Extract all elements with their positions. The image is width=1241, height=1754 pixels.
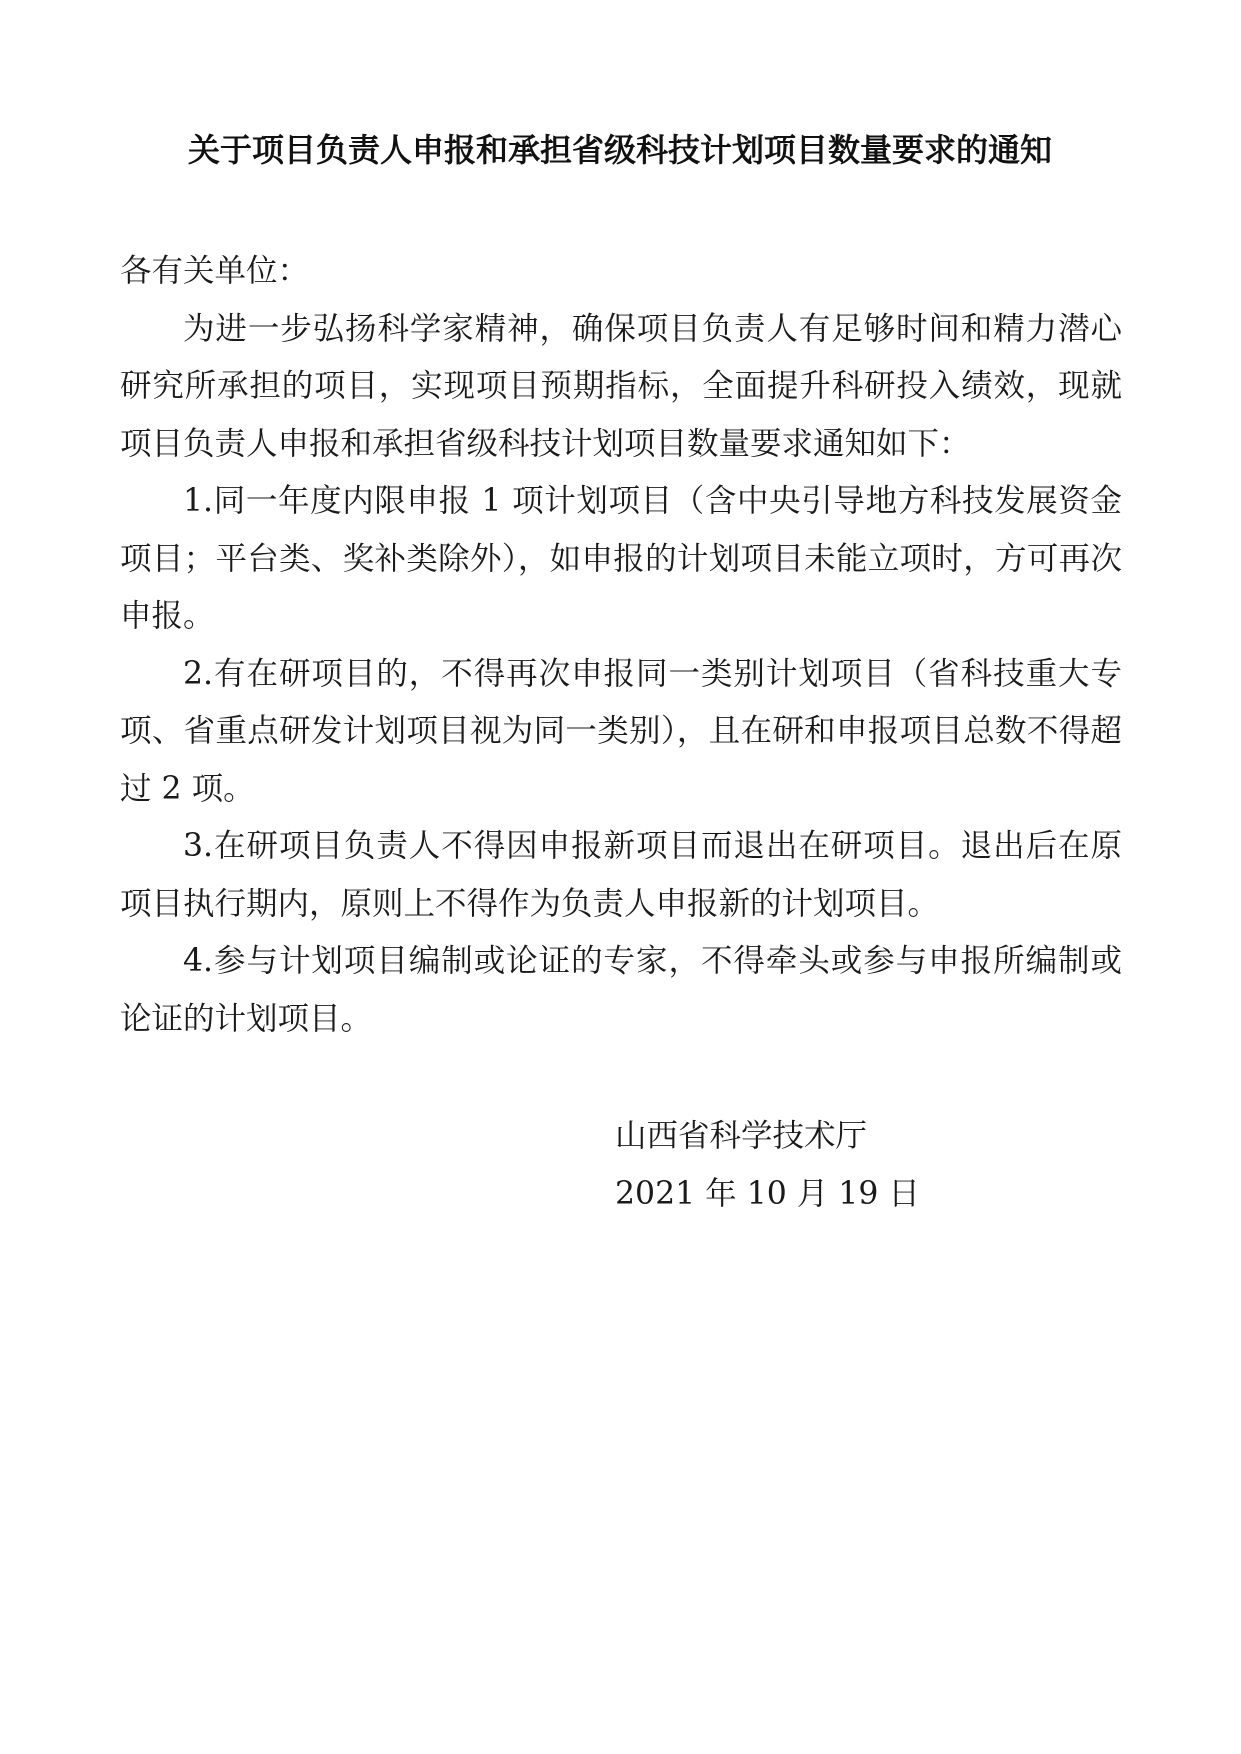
document-body xyxy=(120,243,1122,1048)
salutation: 各有关单位： xyxy=(120,253,310,289)
issuing-organization: 山西省科学技术厅 xyxy=(615,1118,868,1154)
requirement-1-paragraph: 1.同一年度内限申报 1 项计划项目（含中央引导地方科技发展资金项目；平台类、奖补类除外），如申报的计划项目未能立项时，方可再次申报。 xyxy=(120,483,1122,634)
requirement-3-paragraph: 3.在研项目负责人不得因申报新项目而退出在研项目。退出后在原项目执行期内，原则上不得作为负责人申报新的计划项目。 xyxy=(120,828,1122,922)
intro-paragraph: 为进一步弘扬科学家精神，确保项目负责人有足够时间和精力潜心研究所承担的项目，实现项目预期指标，全面提升科研投入绩效，现就项目负责人申报和承担省级科技计划项目数量要求通知如下： xyxy=(120,310,1122,462)
issue-date: 2021 年 10 月 19 日 xyxy=(615,1175,920,1212)
document-title: 关于项目负责人申报和承担省级科技计划项目数量要求的通知 xyxy=(187,131,1052,169)
signature-block xyxy=(615,1108,920,1223)
requirement-2-paragraph: 2.有在研项目的，不得再次申报同一类别计划项目（省科技重大专项、省重点研发计划项目视为同一类别），且在研和申报项目总数不得超过 2 项。 xyxy=(120,655,1122,807)
requirement-4-paragraph: 4.参与计划项目编制或论证的专家，不得牵头或参与申报所编制或论证的计划项目。 xyxy=(120,943,1122,1037)
